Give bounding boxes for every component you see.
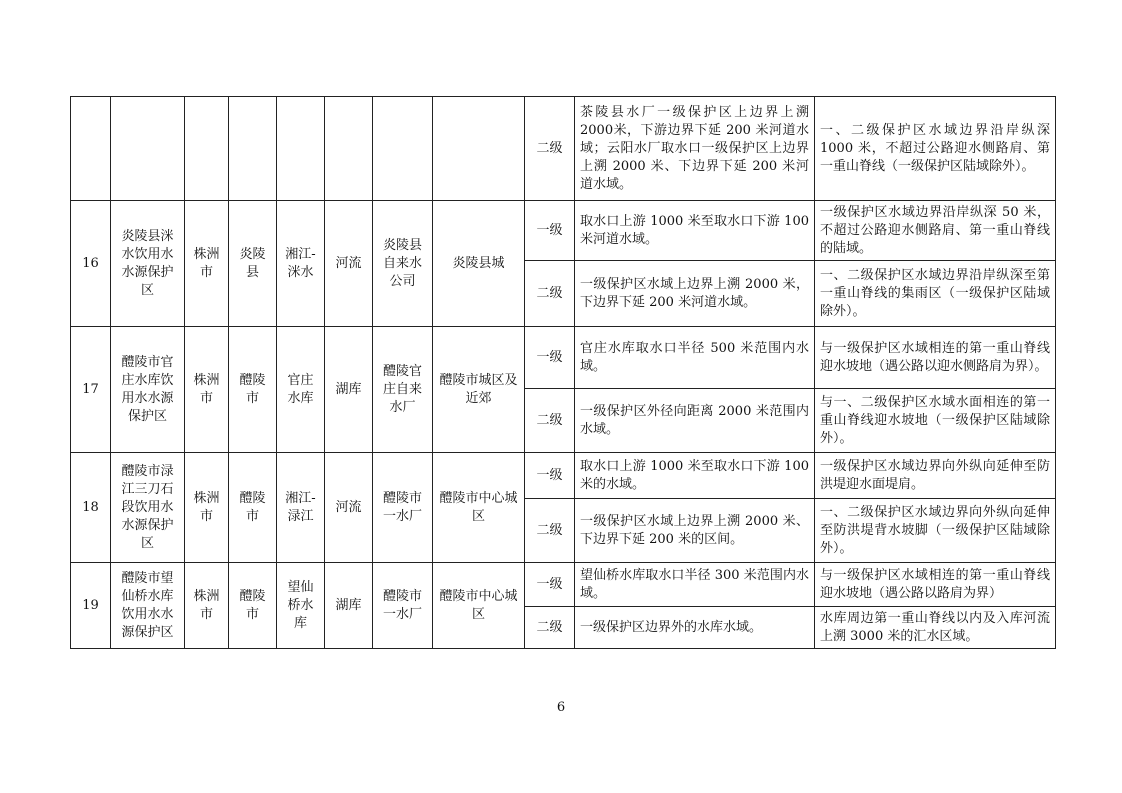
cell-water-scope: 茶陵县水厂一级保护区上边界上溯 2000米，下游边界下延 200 米河道水域；云阳水厂取水口一级保护区上边界上溯 2000 米、下边界下延 200 米河道水域。 bbox=[575, 97, 815, 201]
cell-county: 醴陵市 bbox=[229, 327, 277, 453]
cell-empty bbox=[373, 97, 433, 201]
cell-level: 二级 bbox=[525, 261, 575, 327]
cell-zone-name: 醴陵市望仙桥水库饮用水水源保护区 bbox=[111, 563, 185, 649]
cell-city: 株洲市 bbox=[185, 201, 229, 327]
cell-county: 醴陵市 bbox=[229, 563, 277, 649]
cell-source-type: 湖库 bbox=[325, 563, 373, 649]
cell-water-scope: 一级保护区边界外的水库水域。 bbox=[575, 607, 815, 649]
cell-empty bbox=[229, 97, 277, 201]
cell-water-scope: 一级保护区水域上边界上溯 2000 米，下边界下延 200 米河道水域。 bbox=[575, 261, 815, 327]
cell-service-area: 炎陵县城 bbox=[433, 201, 525, 327]
cell-water-scope: 取水口上游 1000 米至取水口下游 100 米河道水域。 bbox=[575, 201, 815, 261]
cell-level: 二级 bbox=[525, 499, 575, 563]
cell-land-scope: 与一级保护区水域相连的第一重山脊线迎水坡地（遇公路以迎水侧路肩为界）。 bbox=[815, 327, 1056, 389]
cell-source-type: 湖库 bbox=[325, 327, 373, 453]
cell-empty bbox=[71, 97, 111, 201]
cell-number: 16 bbox=[71, 201, 111, 327]
cell-empty bbox=[325, 97, 373, 201]
cell-supply-unit: 醴陵官庄自来水厂 bbox=[373, 327, 433, 453]
cell-supply-unit: 醴陵市一水厂 bbox=[373, 453, 433, 563]
page-number: 6 bbox=[556, 700, 566, 715]
protection-zone-table bbox=[70, 96, 1056, 649]
cell-level: 一级 bbox=[525, 201, 575, 261]
cell-level: 二级 bbox=[525, 607, 575, 649]
cell-empty bbox=[277, 97, 325, 201]
cell-land-scope: 一级保护区水域边界向外纵向延伸至防洪堤迎水面堤肩。 bbox=[815, 453, 1056, 499]
cell-level: 一级 bbox=[525, 563, 575, 607]
cell-empty bbox=[185, 97, 229, 201]
cell-supply-unit: 醴陵市一水厂 bbox=[373, 563, 433, 649]
table-row-continued bbox=[71, 97, 1056, 201]
cell-land-scope: 水库周边第一重山脊线以内及入库河流上溯 3000 米的汇水区域。 bbox=[815, 607, 1056, 649]
cell-level: 一级 bbox=[525, 453, 575, 499]
cell-land-scope: 与一级保护区水域相连的第一重山脊线迎水坡地（遇公路以路肩为界） bbox=[815, 563, 1056, 607]
cell-land-scope: 一、二级保护区水域边界向外纵向延伸至防洪堤背水坡脚（一级保护区陆域除外）。 bbox=[815, 499, 1056, 563]
cell-city: 株洲市 bbox=[185, 563, 229, 649]
cell-level: 一级 bbox=[525, 327, 575, 389]
cell-supply-unit: 炎陵县自来水公司 bbox=[373, 201, 433, 327]
cell-land-scope: 与一、二级保护区水域水面相连的第一重山脊线迎水坡地（一级保护区陆域除外）。 bbox=[815, 389, 1056, 453]
cell-empty bbox=[111, 97, 185, 201]
cell-level: 二级 bbox=[525, 389, 575, 453]
cell-number: 17 bbox=[71, 327, 111, 453]
cell-service-area: 醴陵市城区及近郊 bbox=[433, 327, 525, 453]
cell-land-scope: 一级保护区水域边界沿岸纵深 50 米，不超过公路迎水侧路肩、第一重山脊线的陆域。 bbox=[815, 201, 1056, 261]
cell-land-scope: 一、二级保护区水域边界沿岸纵深至第一重山脊线的集雨区（一级保护区陆域除外）。 bbox=[815, 261, 1056, 327]
cell-number: 18 bbox=[71, 453, 111, 563]
cell-water-source: 湘江-渌江 bbox=[277, 453, 325, 563]
cell-water-scope: 一级保护区水域上边界上溯 2000 米、下边界下延 200 米的区间。 bbox=[575, 499, 815, 563]
cell-zone-name: 炎陵县洣水饮用水水源保护区 bbox=[111, 201, 185, 327]
cell-water-scope: 官庄水库取水口半径 500 米范围内水域。 bbox=[575, 327, 815, 389]
cell-source-type: 河流 bbox=[325, 201, 373, 327]
table-row bbox=[71, 563, 1056, 607]
table-row bbox=[71, 327, 1056, 389]
table-row bbox=[71, 201, 1056, 261]
cell-zone-name: 醴陵市渌江三刀石段饮用水水源保护区 bbox=[111, 453, 185, 563]
cell-service-area: 醴陵市中心城区 bbox=[433, 563, 525, 649]
table-row bbox=[71, 453, 1056, 499]
cell-empty bbox=[433, 97, 525, 201]
cell-water-scope: 取水口上游 1000 米至取水口下游 100 米的水域。 bbox=[575, 453, 815, 499]
cell-level: 二级 bbox=[525, 97, 575, 201]
cell-number: 19 bbox=[71, 563, 111, 649]
cell-city: 株洲市 bbox=[185, 453, 229, 563]
cell-county: 醴陵市 bbox=[229, 453, 277, 563]
cell-zone-name: 醴陵市官庄水库饮用水水源保护区 bbox=[111, 327, 185, 453]
cell-source-type: 河流 bbox=[325, 453, 373, 563]
cell-county: 炎陵县 bbox=[229, 201, 277, 327]
cell-water-source: 望仙桥水库 bbox=[277, 563, 325, 649]
cell-land-scope: 一、二级保护区水域边界沿岸纵深 1000 米，不超过公路迎水侧路肩、第一重山脊线（一级保护区陆域除外）。 bbox=[815, 97, 1056, 201]
cell-water-source: 湘江-洣水 bbox=[277, 201, 325, 327]
cell-service-area: 醴陵市中心城区 bbox=[433, 453, 525, 563]
cell-water-source: 官庄水库 bbox=[277, 327, 325, 453]
cell-water-scope: 望仙桥水库取水口半径 300 米范围内水域。 bbox=[575, 563, 815, 607]
cell-water-scope: 一级保护区外径向距离 2000 米范围内水域。 bbox=[575, 389, 815, 453]
cell-city: 株洲市 bbox=[185, 327, 229, 453]
